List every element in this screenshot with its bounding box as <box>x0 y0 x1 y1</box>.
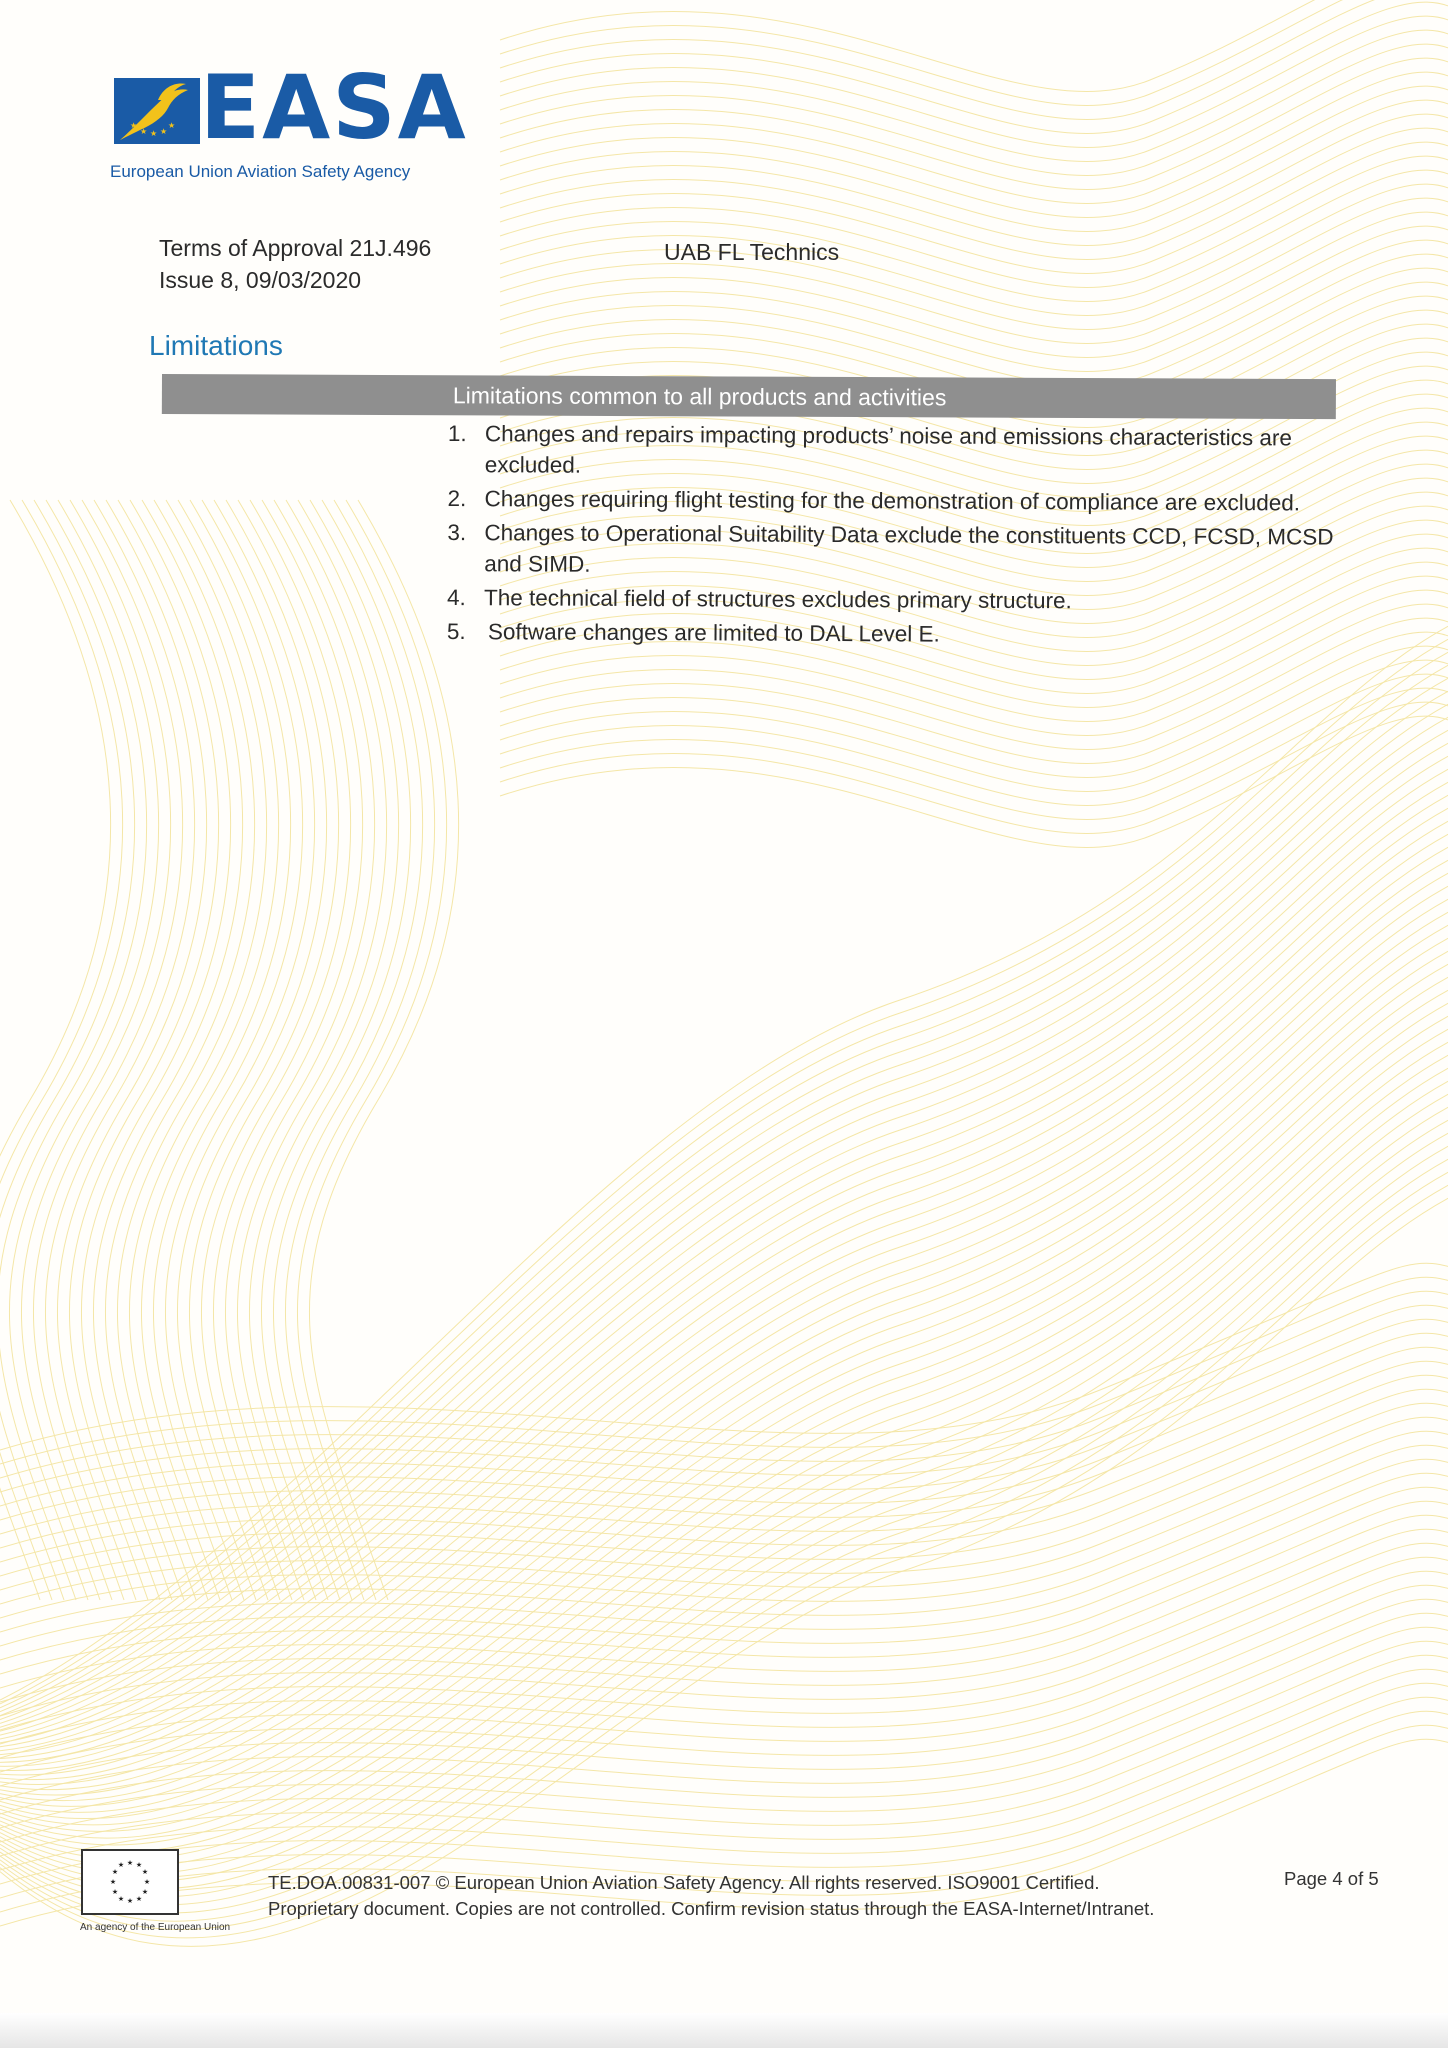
agency-name: European Union Aviation Safety Agency <box>110 162 411 181</box>
easa-logo <box>110 56 468 188</box>
list-item <box>447 517 1347 584</box>
svg-text:★: ★ <box>168 121 176 130</box>
svg-text:★: ★ <box>111 1888 119 1896</box>
svg-text:★: ★ <box>111 1868 119 1876</box>
svg-text:★: ★ <box>135 1895 143 1903</box>
list-item <box>447 616 1347 652</box>
eu-caption: An agency of the European Union <box>80 1922 231 1933</box>
item-number: 2. <box>447 485 467 512</box>
svg-text:★: ★ <box>160 127 168 136</box>
svg-text:★: ★ <box>126 1859 134 1867</box>
footer-disclaimer: Proprietary document. Copies are not controlled. Confirm revision status through the EASA-Internet/Intranet. <box>268 1898 1155 1919</box>
svg-text:★: ★ <box>109 1878 117 1886</box>
issue-date: Issue 8, 09/03/2020 <box>159 267 362 293</box>
item-number: 5. <box>446 618 466 645</box>
section-title: Limitations <box>149 330 283 361</box>
approval-holder: UAB FL Technics <box>664 239 840 265</box>
svg-text:★: ★ <box>135 1861 143 1869</box>
page-number: Page 4 of 5 <box>1284 1868 1379 1889</box>
item-number: 1. <box>447 420 467 447</box>
item-text: The technical field of structures excludes primary structure. <box>483 585 1072 614</box>
svg-text:★: ★ <box>117 1861 125 1869</box>
svg-text:★: ★ <box>150 129 158 138</box>
svg-text:★: ★ <box>141 1868 149 1876</box>
list-item <box>447 483 1347 519</box>
item-text: Changes to Operational Suitability Data exclude the constituents CCD, FCSD, MCSD and SIMD. <box>484 520 1334 577</box>
footer-copyright: TE.DOA.00831-007 © European Union Aviation Safety Agency. All rights reserved. ISO9001 Certified. <box>268 1872 1100 1893</box>
item-number: 3. <box>447 519 467 546</box>
svg-text:★: ★ <box>117 1895 125 1903</box>
limitations-band <box>162 374 1336 419</box>
list-item <box>447 582 1347 618</box>
band-label: Limitations common to all products and activities <box>452 382 947 411</box>
list-item <box>448 418 1348 485</box>
item-text: Changes and repairs impacting products’ noise and emissions characteristics are excluded. <box>484 421 1293 478</box>
svg-text:★: ★ <box>143 1878 151 1886</box>
svg-text:★: ★ <box>141 1888 149 1896</box>
scan-edge <box>0 2013 1448 2048</box>
item-text: Software changes are limited to DAL Level E. <box>487 619 940 647</box>
svg-text:★: ★ <box>126 1897 134 1905</box>
easa-wordmark: EASA <box>200 56 468 159</box>
item-number: 4. <box>446 584 466 611</box>
approval-reference: Terms of Approval 21J.496 <box>159 235 432 261</box>
item-text: Changes requiring flight testing for the demonstration of compliance are excluded. <box>484 486 1301 516</box>
svg-text:★: ★ <box>130 121 138 130</box>
eu-flag-icon <box>81 1849 179 1915</box>
svg-text:★: ★ <box>140 127 148 136</box>
limitations-list <box>447 418 1348 655</box>
easa-bird-icon <box>114 78 200 144</box>
